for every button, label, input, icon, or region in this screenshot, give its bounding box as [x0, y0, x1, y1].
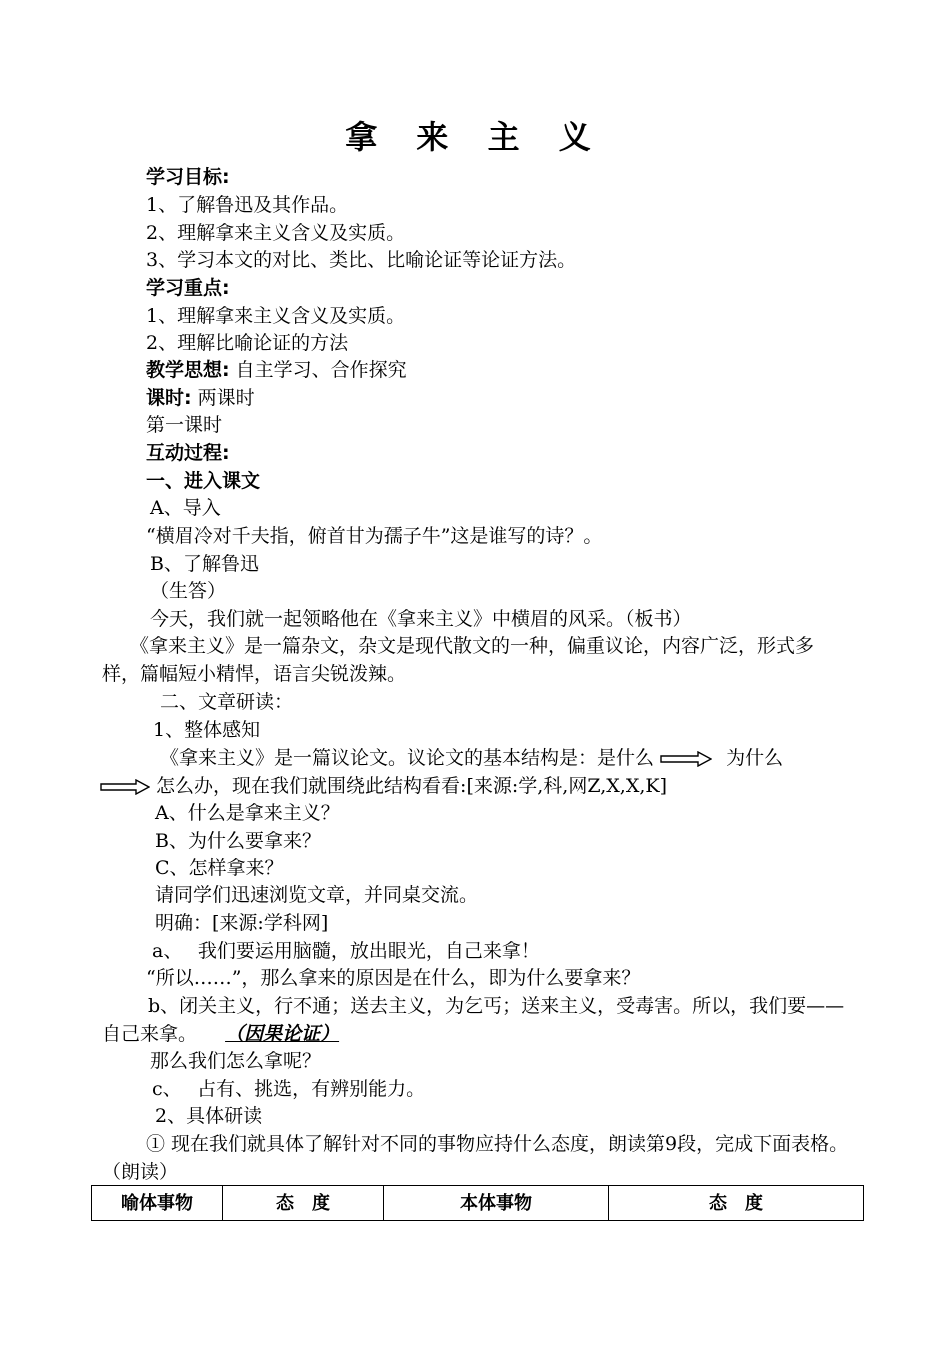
- so-line: “所以……”，那么拿来的原因是在什么，即为什么要拿来？: [146, 967, 641, 989]
- intro-quote: “横眉冷对千夫指，俯首甘为孺子牛”这是谁写的诗？。: [146, 525, 603, 547]
- table-header-cell: 态 度: [609, 1186, 864, 1221]
- answer-a: a、 我们要运用脑髓，放出眼光，自己来拿！: [152, 940, 540, 962]
- structure-line: [160, 746, 783, 770]
- teaching-method-label: 教学思想:: [146, 359, 230, 381]
- keypoint-item: 1、理解拿来主义含义及实质。: [146, 305, 406, 327]
- student-answer: （生答）: [150, 580, 227, 602]
- objectives-heading: 学习目标:: [146, 166, 230, 188]
- class-hours: [146, 386, 255, 410]
- answer-b-paragraph: [102, 992, 850, 1048]
- right-arrow-icon: [660, 751, 712, 767]
- structure-text-c: 怎么办，现在我们就围绕此结构看看:[来源:学,科,网Z,X,X,K]: [156, 775, 667, 797]
- question-b: B、为什么要拿来？: [155, 830, 321, 852]
- table-header-cell: 本体事物: [384, 1186, 609, 1221]
- keypoint-item: 2、理解比喻论证的方法: [146, 332, 349, 354]
- question-c: C、怎样拿来？: [155, 857, 284, 879]
- essay-intro-paragraph: 《拿来主义》是一篇杂文，杂文是现代散文的一种，偏重议论，内容广泛，形式多样，篇幅短小精悍，语言尖锐泼辣。: [102, 635, 815, 685]
- discussion-prompt: 请同学们迅速浏览文章，并同桌交流。: [155, 884, 479, 906]
- clarify-label: 明确：[来源:学科网]: [155, 912, 329, 934]
- keypoints-heading: 学习重点:: [146, 277, 230, 299]
- section-one-heading: 一、进入课文: [146, 470, 261, 492]
- section-two-overview: 1、整体感知: [153, 719, 261, 741]
- section-one-b: B、了解鲁迅: [150, 553, 259, 575]
- section-two-heading: 二、文章研读：: [160, 691, 294, 713]
- structure-line-2: [100, 774, 667, 798]
- objective-item: 2、理解拿来主义含义及实质。: [146, 222, 406, 244]
- answer-b-text: b、闭关主义，行不通；送去主义，为乞丐；送来主义，受毒害。所以，我们要——自己来拿。: [102, 995, 845, 1045]
- objective-item: 1、了解鲁迅及其作品。: [146, 194, 349, 216]
- right-arrow-icon: [100, 779, 150, 795]
- table-header-row: [92, 1186, 864, 1221]
- cause-argument-label: （因果论证）: [225, 1023, 340, 1045]
- structure-text-b: 为什么: [726, 747, 784, 769]
- table-header-cell: 喻体事物: [92, 1186, 223, 1221]
- objective-item: 3、学习本文的对比、类比、比喻论证等论证方法。: [146, 249, 577, 271]
- section-one-a: A、导入: [150, 497, 221, 519]
- structure-text-a: 《拿来主义》是一篇议论文。议论文的基本结构是：是什么: [160, 747, 655, 769]
- table-header-cell: 态 度: [223, 1186, 384, 1221]
- section-two-detail: 2、具体研读: [155, 1105, 263, 1127]
- teaching-method-value: 自主学习、合作探究: [235, 359, 407, 381]
- lesson-label: 第一课时: [146, 414, 223, 436]
- process-heading: 互动过程:: [146, 442, 230, 464]
- reading-instruction: ① 现在我们就具体了解针对不同的事物应持什么态度，朗读第9段，完成下面表格。（朗读）: [102, 1133, 849, 1183]
- teaching-method: [146, 358, 407, 382]
- class-hours-value: 两课时: [197, 387, 255, 409]
- analysis-table: [91, 1185, 864, 1221]
- question-a: A、什么是拿来主义？: [155, 802, 340, 824]
- how-question: 那么我们怎么拿呢？: [150, 1050, 322, 1072]
- today-line: 今天，我们就一起领略他在《拿来主义》中横眉的风采。（板书）: [150, 608, 692, 630]
- class-hours-label: 课时:: [146, 387, 192, 409]
- answer-c: c、 占有、挑选，有辨别能力。: [152, 1078, 426, 1100]
- page-title: 拿 来 主 义: [345, 118, 605, 156]
